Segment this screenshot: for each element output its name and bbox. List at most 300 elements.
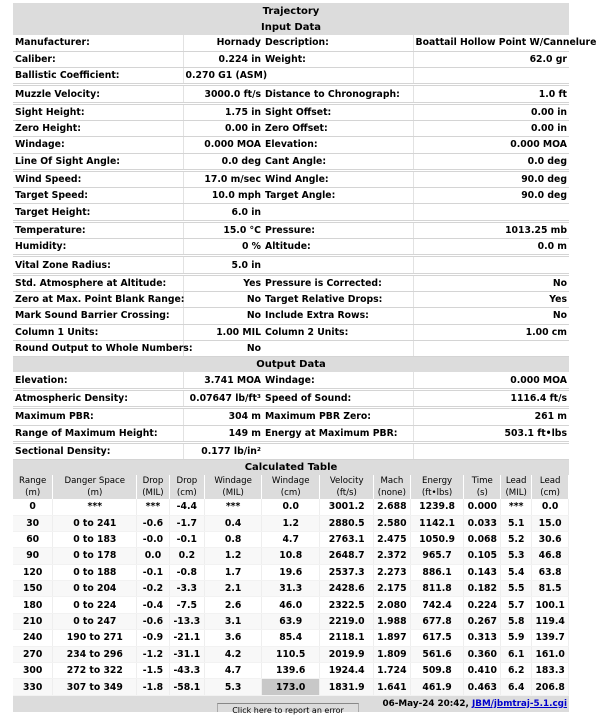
column-header: (cm): [262, 487, 320, 499]
input-row: [13, 275, 569, 291]
field-value: 1013.25 mb: [413, 222, 569, 238]
table-cell: 1831.9: [320, 679, 374, 695]
table-cell: 0.463: [464, 679, 501, 695]
field-value: 261 m: [413, 409, 569, 425]
field-value: [413, 340, 569, 356]
table-cell: -21.1: [169, 630, 205, 646]
table-cell: 6.1: [501, 646, 532, 662]
table-cell: 2118.1: [320, 630, 374, 646]
field-value: 0.000 MOA: [183, 137, 263, 153]
field-value: 62.0 gr: [413, 51, 569, 67]
trajectory-report: [13, 3, 597, 712]
field-value: 3000.0 ft/s: [183, 86, 263, 102]
table-cell: 0.4: [205, 515, 262, 531]
field-label: [263, 340, 413, 356]
field-value: No: [413, 275, 569, 291]
table-cell: 2648.7: [320, 548, 374, 564]
field-value: 304 m: [183, 409, 263, 425]
output-row: [13, 425, 569, 441]
table-cell: 1142.1: [410, 515, 464, 531]
input-row: [13, 308, 569, 324]
table-cell: 2219.0: [320, 613, 374, 629]
field-label: Target Relative Drops:: [263, 291, 413, 307]
table-cell: 617.5: [410, 630, 464, 646]
field-label: Mark Sound Barrier Crossing:: [13, 308, 183, 324]
column-header: Lead: [501, 475, 532, 487]
table-cell: 30: [13, 515, 53, 531]
table-cell: 100.1: [532, 597, 569, 613]
column-header: Velocity: [320, 475, 374, 487]
table-cell: 0.068: [464, 531, 501, 547]
table-cell: 1.641: [374, 679, 411, 695]
column-header: Energy: [410, 475, 464, 487]
table-cell: 0.182: [464, 581, 501, 597]
table-cell: -3.3: [169, 581, 205, 597]
table-cell: 1239.8: [410, 499, 464, 515]
table-cell: 2537.3: [320, 564, 374, 580]
field-label: Description:: [263, 35, 413, 51]
field-label: Cant Angle:: [263, 153, 413, 169]
table-cell: 5.9: [501, 630, 532, 646]
column-header: Drop: [169, 475, 205, 487]
table-cell: 46.8: [532, 548, 569, 564]
table-cell: 1.2: [262, 515, 320, 531]
table-cell: 4.7: [262, 531, 320, 547]
table-cell: 150: [13, 581, 53, 597]
input-row: [13, 222, 569, 238]
field-value: 0.00 in: [413, 120, 569, 136]
calculated-table: [13, 475, 569, 696]
field-label: Manufacturer:: [13, 35, 183, 51]
table-cell: ***: [53, 499, 137, 515]
field-label: Column 1 Units:: [13, 324, 183, 340]
table-cell: 60: [13, 531, 53, 547]
field-value: 149 m: [183, 425, 263, 441]
field-value: No: [183, 291, 263, 307]
field-label: Target Angle:: [263, 188, 413, 204]
table-cell: 742.4: [410, 597, 464, 613]
field-value: 0.00 in: [413, 104, 569, 120]
table-cell: 0.2: [169, 548, 205, 564]
column-header: (ft•lbs): [410, 487, 464, 499]
field-value: 90.0 deg: [413, 171, 569, 187]
table-cell: 0.033: [464, 515, 501, 531]
input-row: [13, 204, 569, 220]
table-cell: 2.688: [374, 499, 411, 515]
field-value: 0.0 deg: [183, 153, 263, 169]
table-cell: 0.224: [464, 597, 501, 613]
column-header: Range: [13, 475, 53, 487]
table-cell: 161.0: [532, 646, 569, 662]
field-label: Sectional Density:: [13, 443, 183, 459]
field-label: Zero at Max. Point Blank Range:: [13, 291, 183, 307]
table-cell: 0 to 188: [53, 564, 137, 580]
table-cell: 307 to 349: [53, 679, 137, 695]
column-header: (MIL): [137, 487, 169, 499]
table-cell: 965.7: [410, 548, 464, 564]
field-label: Maximum PBR:: [13, 409, 183, 425]
table-cell: 120: [13, 564, 53, 580]
field-label: Elevation:: [263, 137, 413, 153]
field-label: Energy at Maximum PBR:: [263, 425, 413, 441]
output-data-table: [13, 372, 569, 460]
field-label: Target Speed:: [13, 188, 183, 204]
field-label: Column 2 Units:: [263, 324, 413, 340]
table-cell: 0 to 183: [53, 531, 137, 547]
table-cell: 2.1: [205, 581, 262, 597]
table-cell: 110.5: [262, 646, 320, 662]
input-row: [13, 35, 569, 51]
input-row: [13, 86, 569, 102]
field-label: Vital Zone Radius:: [13, 257, 183, 273]
table-cell: 2763.1: [320, 531, 374, 547]
table-cell: 3.1: [205, 613, 262, 629]
field-value: 90.0 deg: [413, 188, 569, 204]
table-cell: 210: [13, 613, 53, 629]
field-label: Line Of Sight Angle:: [13, 153, 183, 169]
input-row: [13, 239, 569, 255]
table-cell: -13.3: [169, 613, 205, 629]
table-cell: 0.8: [205, 531, 262, 547]
output-data-header: Output Data: [13, 357, 569, 372]
table-cell: 0.410: [464, 663, 501, 679]
field-value: [413, 257, 569, 273]
field-label: Temperature:: [13, 222, 183, 238]
table-cell: 10.8: [262, 548, 320, 564]
field-value: 3.741 MOA: [183, 372, 263, 388]
input-row: [13, 137, 569, 153]
column-header: Time: [464, 475, 501, 487]
table-cell: 5.3: [205, 679, 262, 695]
field-label: [263, 68, 413, 84]
field-value: 0.0 deg: [413, 153, 569, 169]
input-row: [13, 324, 569, 340]
table-cell: 2880.5: [320, 515, 374, 531]
table-cell: 2.6: [205, 597, 262, 613]
jbm-program-link[interactable]: JBM/jbmtraj-5.1.cgi: [471, 698, 567, 709]
field-value: 1.0 ft: [413, 86, 569, 102]
field-value: 0.000 MOA: [413, 137, 569, 153]
table-cell: 1.897: [374, 630, 411, 646]
table-cell: ***: [205, 499, 262, 515]
table-cell: -0.6: [137, 613, 169, 629]
column-header: (none): [374, 487, 411, 499]
field-label: Windage:: [13, 137, 183, 153]
table-cell: 1.7: [205, 564, 262, 580]
footer-date: 06-May-24 20:42,: [382, 698, 469, 709]
field-label: Sight Offset:: [263, 104, 413, 120]
table-cell: -0.6: [137, 515, 169, 531]
table-cell: 1050.9: [410, 531, 464, 547]
field-label: Round Output to Whole Numbers:: [13, 340, 183, 356]
field-label: Elevation:: [13, 372, 183, 388]
table-cell: 0.0: [532, 499, 569, 515]
field-value: 0.270 G1 (ASM): [183, 68, 263, 84]
field-label: Target Height:: [13, 204, 183, 220]
table-cell: 300: [13, 663, 53, 679]
table-cell: 5.3: [501, 548, 532, 564]
field-label: Caliber:: [13, 51, 183, 67]
column-header: Windage: [205, 475, 262, 487]
table-cell: 461.9: [410, 679, 464, 695]
field-value: 0.07647 lb/ft³: [183, 390, 263, 406]
field-label: [263, 443, 413, 459]
field-label: Windage:: [263, 372, 413, 388]
table-cell: 5.5: [501, 581, 532, 597]
table-cell: 0: [13, 499, 53, 515]
table-cell: -4.4: [169, 499, 205, 515]
table-cell: -0.1: [169, 531, 205, 547]
input-row: [13, 340, 569, 356]
table-cell: -7.5: [169, 597, 205, 613]
field-label: Maximum PBR Zero:: [263, 409, 413, 425]
table-cell: 1924.4: [320, 663, 374, 679]
table-cell: -1.2: [137, 646, 169, 662]
table-cell: 0 to 178: [53, 548, 137, 564]
field-value: No: [183, 308, 263, 324]
table-cell: 2.475: [374, 531, 411, 547]
table-cell: ***: [501, 499, 532, 515]
field-label: [263, 257, 413, 273]
output-row: [13, 409, 569, 425]
input-data-table: [13, 35, 597, 357]
column-header: (m): [13, 487, 53, 499]
input-row: [13, 257, 569, 273]
table-cell: 0.105: [464, 548, 501, 564]
table-row: [13, 630, 569, 646]
column-header: Mach: [374, 475, 411, 487]
table-cell: 139.6: [262, 663, 320, 679]
table-row: [13, 531, 569, 547]
column-header: Danger Space: [53, 475, 137, 487]
table-cell: 119.4: [532, 613, 569, 629]
table-cell: -1.8: [137, 679, 169, 695]
table-cell: 561.6: [410, 646, 464, 662]
field-label: Altitude:: [263, 239, 413, 255]
column-header: Windage: [262, 475, 320, 487]
table-cell: 5.7: [501, 597, 532, 613]
field-value: 0.224 in: [183, 51, 263, 67]
table-cell: 886.1: [410, 564, 464, 580]
column-header-row: [13, 487, 569, 499]
field-value: 6.0 in: [183, 204, 263, 220]
table-cell: 0 to 224: [53, 597, 137, 613]
table-row: [13, 663, 569, 679]
table-cell: 139.7: [532, 630, 569, 646]
table-cell: -0.9: [137, 630, 169, 646]
table-cell: ***: [137, 499, 169, 515]
table-cell: 330: [13, 679, 53, 695]
field-label: Wind Speed:: [13, 171, 183, 187]
table-cell: 4.2: [205, 646, 262, 662]
table-row: [13, 646, 569, 662]
table-cell: 811.8: [410, 581, 464, 597]
table-cell: 2322.5: [320, 597, 374, 613]
table-cell: 15.0: [532, 515, 569, 531]
table-cell: 206.8: [532, 679, 569, 695]
field-value: 15.0 °C: [183, 222, 263, 238]
table-cell: 1.809: [374, 646, 411, 662]
field-label: Weight:: [263, 51, 413, 67]
table-cell: 0 to 204: [53, 581, 137, 597]
field-value: 503.1 ft•lbs: [413, 425, 569, 441]
output-row: [13, 443, 569, 459]
output-row: [13, 372, 569, 388]
table-row: [13, 564, 569, 580]
table-cell: -31.1: [169, 646, 205, 662]
calculated-table-header: Calculated Table: [13, 460, 569, 475]
column-header: (m): [53, 487, 137, 499]
column-header: (cm): [532, 487, 569, 499]
field-label: Sight Height:: [13, 104, 183, 120]
table-cell: -1.5: [137, 663, 169, 679]
field-value: No: [183, 340, 263, 356]
table-cell: -1.7: [169, 515, 205, 531]
table-cell: 5.4: [501, 564, 532, 580]
column-header: (cm): [169, 487, 205, 499]
field-value: Yes: [413, 291, 569, 307]
table-cell: -43.3: [169, 663, 205, 679]
table-cell: 0.267: [464, 613, 501, 629]
input-row: [13, 171, 569, 187]
table-cell: 677.8: [410, 613, 464, 629]
table-row: [13, 679, 569, 695]
table-cell: 6.2: [501, 663, 532, 679]
field-label: Muzzle Velocity:: [13, 86, 183, 102]
table-row: [13, 499, 569, 515]
table-cell: -0.1: [137, 564, 169, 580]
table-cell: 180: [13, 597, 53, 613]
table-cell: 2428.6: [320, 581, 374, 597]
table-cell: 2.080: [374, 597, 411, 613]
table-cell: 1.724: [374, 663, 411, 679]
field-value: 1116.4 ft/s: [413, 390, 569, 406]
field-value: 0.00 in: [183, 120, 263, 136]
table-cell: 3.6: [205, 630, 262, 646]
table-row: [13, 548, 569, 564]
table-cell: 2.372: [374, 548, 411, 564]
table-cell: -0.2: [137, 581, 169, 597]
output-row: [13, 390, 569, 406]
field-label: Ballistic Coefficient:: [13, 68, 183, 84]
column-header: (MIL): [205, 487, 262, 499]
table-cell: 0.0: [137, 548, 169, 564]
field-value: [413, 443, 569, 459]
input-row: [13, 153, 569, 169]
field-value: 5.0 in: [183, 257, 263, 273]
table-cell: 63.8: [532, 564, 569, 580]
field-label: Std. Atmosphere at Altitude:: [13, 275, 183, 291]
input-row: [13, 51, 569, 67]
field-label: Zero Offset:: [263, 120, 413, 136]
input-row: [13, 68, 569, 84]
field-label: Range of Maximum Height:: [13, 425, 183, 441]
table-cell: 5.2: [501, 531, 532, 547]
table-cell: 19.6: [262, 564, 320, 580]
table-cell: 240: [13, 630, 53, 646]
table-cell: 30.6: [532, 531, 569, 547]
table-row: [13, 613, 569, 629]
field-label: Zero Height:: [13, 120, 183, 136]
table-cell: 0 to 241: [53, 515, 137, 531]
table-cell: 0.313: [464, 630, 501, 646]
field-value: 0.000 MOA: [413, 372, 569, 388]
column-header: Lead: [532, 475, 569, 487]
table-cell: 509.8: [410, 663, 464, 679]
input-row: [13, 188, 569, 204]
field-value: 10.0 mph: [183, 188, 263, 204]
field-value: 1.00 cm: [413, 324, 569, 340]
field-label: Wind Angle:: [263, 171, 413, 187]
input-row: [13, 104, 569, 120]
table-cell: 2.580: [374, 515, 411, 531]
table-cell: -0.0: [137, 531, 169, 547]
table-cell: 63.9: [262, 613, 320, 629]
table-cell: 3001.2: [320, 499, 374, 515]
field-value: Hornady: [183, 35, 263, 51]
table-cell: 2019.9: [320, 646, 374, 662]
table-cell: 1.988: [374, 613, 411, 629]
table-cell: 173.0: [262, 679, 320, 695]
field-label: Atmospheric Density:: [13, 390, 183, 406]
table-row: [13, 597, 569, 613]
page-title: Trajectory: [13, 3, 569, 20]
table-cell: 183.3: [532, 663, 569, 679]
input-row: [13, 291, 569, 307]
column-header: (ft/s): [320, 487, 374, 499]
table-row: [13, 515, 569, 531]
field-value: 17.0 m/sec: [183, 171, 263, 187]
field-label: Humidity:: [13, 239, 183, 255]
table-cell: 4.7: [205, 663, 262, 679]
table-cell: 6.4: [501, 679, 532, 695]
table-cell: -0.4: [137, 597, 169, 613]
column-header: Drop: [137, 475, 169, 487]
field-label: Include Extra Rows:: [263, 308, 413, 324]
table-cell: 270: [13, 646, 53, 662]
column-header: (s): [464, 487, 501, 499]
field-label: Pressure is Corrected:: [263, 275, 413, 291]
table-cell: 5.1: [501, 515, 532, 531]
table-cell: 234 to 296: [53, 646, 137, 662]
field-value: 0.0 m: [413, 239, 569, 255]
input-data-header: Input Data: [13, 20, 569, 35]
field-label: Pressure:: [263, 222, 413, 238]
table-cell: 0 to 247: [53, 613, 137, 629]
table-cell: 190 to 271: [53, 630, 137, 646]
field-label: [263, 204, 413, 220]
table-cell: 272 to 322: [53, 663, 137, 679]
table-cell: 31.3: [262, 581, 320, 597]
table-cell: 0.143: [464, 564, 501, 580]
table-cell: 85.4: [262, 630, 320, 646]
field-label: Speed of Sound:: [263, 390, 413, 406]
table-cell: 2.273: [374, 564, 411, 580]
table-cell: 0.360: [464, 646, 501, 662]
table-row: [13, 581, 569, 597]
table-cell: 46.0: [262, 597, 320, 613]
report-error-link[interactable]: Click here to report an error: [217, 703, 359, 712]
field-value: Yes: [183, 275, 263, 291]
table-cell: 2.175: [374, 581, 411, 597]
field-value: No: [413, 308, 569, 324]
table-cell: -0.8: [169, 564, 205, 580]
column-header-row: [13, 475, 569, 487]
field-value: 0.177 lb/in²: [183, 443, 263, 459]
table-cell: 5.8: [501, 613, 532, 629]
field-value: [413, 68, 569, 84]
table-cell: 90: [13, 548, 53, 564]
